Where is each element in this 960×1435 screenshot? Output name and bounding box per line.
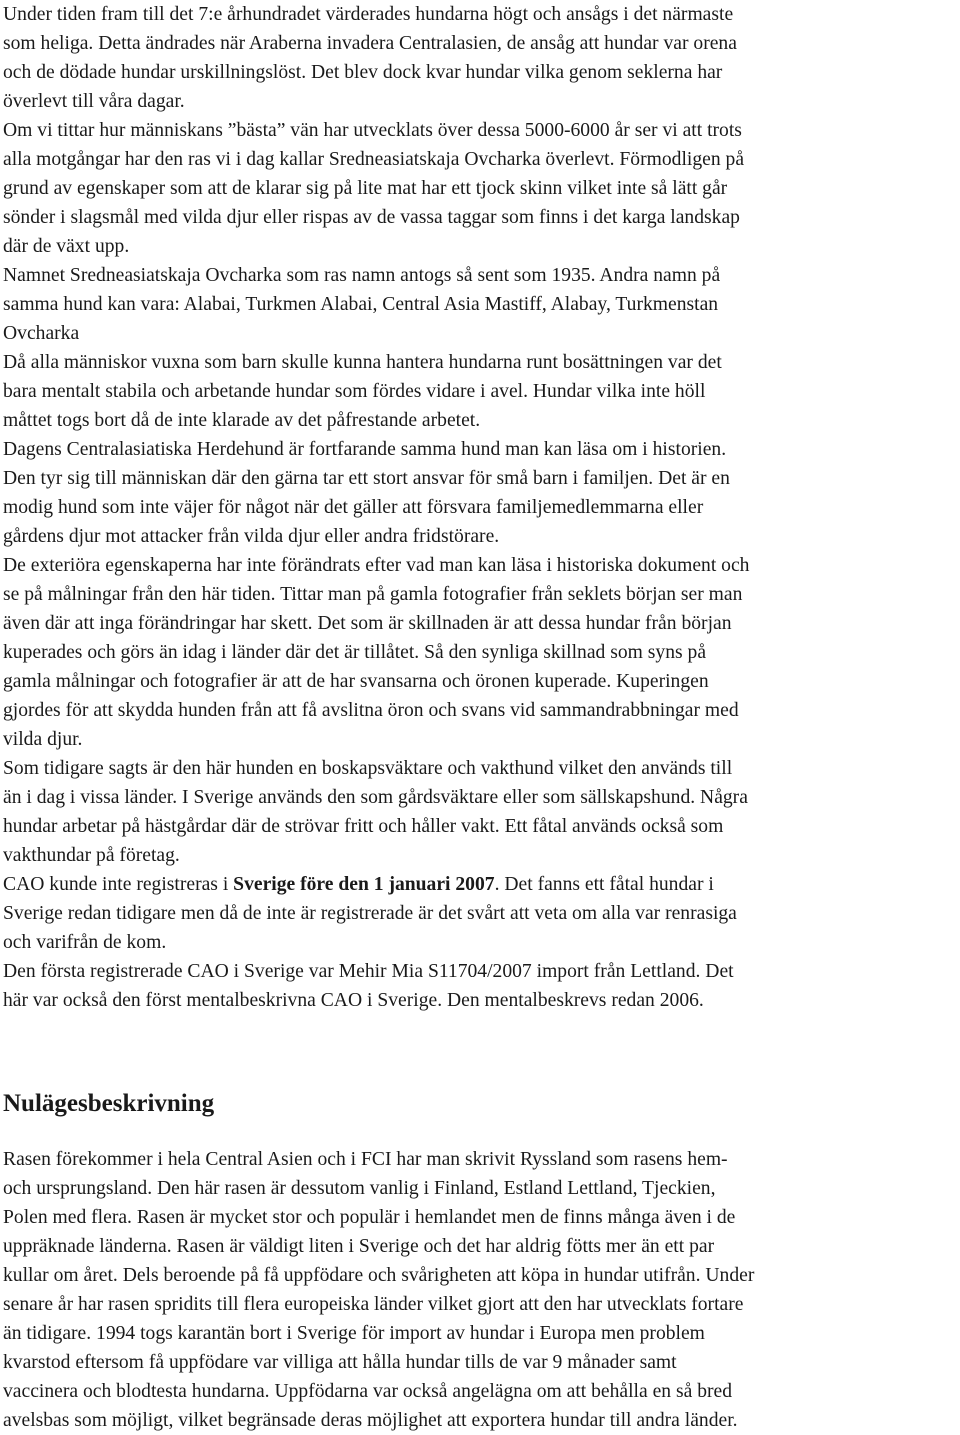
text-line: avelsbas som möjligt, vilket begränsade deras möjlighet att exportera hundar till andra länder.	[3, 1410, 738, 1431]
text-line: och varifrån de kom.	[3, 932, 167, 953]
text-line: och de dödade hundar urskillningslöst. Det blev dock kvar hundar vilka genom seklerna har	[3, 62, 723, 83]
text-line: samma hund kan vara: Alabai, Turkmen Alabai, Central Asia Mastiff, Alabay, Turkmenstan	[3, 294, 719, 315]
document-page	[3, 0, 958, 1435]
text-line: gårdens djur mot attacker från vilda djur eller andra fridstörare.	[3, 526, 500, 547]
text-line: grund av egenskaper som att de klarar sig på lite mat har ett tjock skinn vilket inte så lätt går	[3, 178, 728, 199]
text-line: här var också den först mentalbeskrivna CAO i Sverige. Den mentalbeskrevs redan 2006.	[3, 990, 704, 1011]
text-line: vakthundar på företag.	[3, 845, 180, 866]
text-line: hundar arbetar på hästgårdar där de strövar fritt och håller vakt. Ett fåtal används också som	[3, 816, 724, 837]
text-line: alla motgångar har den ras vi i dag kallar Sredneasiatskaja Ovcharka överlevt. Förmodligen på	[3, 149, 745, 170]
text-line: kvarstod eftersom få uppfödare var villiga att hålla hundar tills de var 9 månader samt	[3, 1352, 677, 1373]
text-line: Om vi tittar hur människans ”bästa” vän har utvecklats över dessa 5000-6000 år ser vi att trots	[3, 120, 742, 141]
text-line: Den tyr sig till människan där den gärna tar ett stort ansvar för små barn i familjen. Det är en	[3, 468, 730, 489]
text-line: måttet togs bort då de inte klarade av det påfrestande arbetet.	[3, 410, 481, 431]
text-line: Då alla människor vuxna som barn skulle kunna hantera hundarna runt bosättningen var det	[3, 352, 722, 373]
current-status-section	[3, 1145, 958, 1435]
text-line: än i dag i vissa länder. I Sverige används den som gårdsväktare eller som sällskapshund. Några	[3, 787, 748, 808]
cao-registration-line	[3, 870, 958, 899]
text-line: bara mentalt stabila och arbetande hundar som fördes vidare i avel. Hundar vilka inte höll	[3, 381, 706, 402]
text-line: Som tidigare sagts är den här hunden en boskapsväktare och vakthund vilket den används till	[3, 758, 733, 779]
text-line: överlevt till våra dagar.	[3, 91, 185, 112]
text-line: Den första registrerade CAO i Sverige var Mehir Mia S11704/2007 import från Lettland. Det	[3, 961, 734, 982]
text-line: Sverige redan tidigare men då de inte är registrerade är det svårt att veta om alla var renrasiga	[3, 903, 737, 924]
text-line: Polen med flera. Rasen är mycket stor och populär i hemlandet men de finns många även i de	[3, 1207, 736, 1228]
text-line: Under tiden fram till det 7:e århundradet värderades hundarna högt och ansågs i det närmaste	[3, 4, 734, 25]
heading-spacer	[3, 1121, 958, 1145]
history-section	[3, 0, 958, 1015]
text-line: som heliga. Detta ändrades när Araberna invadera Centralasien, de ansåg att hundar var orena	[3, 33, 737, 54]
text-line: De exteriöra egenskaperna har inte förändrats efter vad man kan läsa i historiska dokument och	[3, 555, 750, 576]
text-line: där de växt upp.	[3, 236, 130, 257]
text-line: kullar om året. Dels beroende på få uppfödare och svårigheten att köpa in hundar utifrån. Under	[3, 1265, 755, 1286]
cao-date-bold: Sverige före den 1 januari 2007	[233, 874, 495, 895]
cao-post-text: . Det fanns ett fåtal hundar i	[494, 874, 714, 895]
section-spacer	[3, 1015, 958, 1067]
text-line: senare år har rasen spridits till flera europeiska länder vilket gjort att den har utvecklats fortare	[3, 1294, 744, 1315]
text-line: gjordes för att skydda hunden från att få avslitna öron och svans vid sammandrabbningar med	[3, 700, 739, 721]
text-line: gamla målningar och fotografier är att de har svansarna och öronen kuperade. Kuperingen	[3, 671, 709, 692]
text-line: Dagens Centralasiatiska Herdehund är fortfarande samma hund man kan läsa om i historien.	[3, 439, 727, 460]
text-line: Rasen förekommer i hela Central Asien och i FCI har man skrivit Ryssland som rasens hem-	[3, 1149, 728, 1170]
text-line: kuperades och görs än idag i länder där det är tillåtet. Så den synliga skillnad som syns på	[3, 642, 707, 663]
text-line: även där att inga förändringar har skett. Det som är skillnaden är att dessa hundar från början	[3, 613, 732, 634]
text-line: än tidigare. 1994 togs karantän bort i Sverige för import av hundar i Europa men problem	[3, 1323, 705, 1344]
text-line: uppräknade länderna. Rasen är väldigt liten i Sverige och det har aldrig fötts mer än ett par	[3, 1236, 715, 1257]
text-line: modig hund som inte väjer för något när det gäller att försvara familjemedlemmarna eller	[3, 497, 704, 518]
text-line: Namnet Sredneasiatskaja Ovcharka som ras namn antogs så sent som 1935. Andra namn på	[3, 265, 721, 286]
section-heading: Nulägesbeskrivning	[3, 1090, 215, 1117]
text-line: Ovcharka	[3, 323, 80, 344]
text-line: och ursprungsland. Den här rasen är dessutom vanlig i Finland, Estland Lettland, Tjeckien,	[3, 1178, 716, 1199]
text-line: sönder i slagsmål med vilda djur eller rispas av de vassa taggar som finns i det karga landskap	[3, 207, 740, 228]
cao-pre-text: CAO kunde inte registreras i	[3, 874, 234, 895]
text-line: se på målningar från den här tiden. Tittar man på gamla fotografier från seklets början ser man	[3, 584, 743, 605]
text-line: vilda djur.	[3, 729, 83, 750]
text-line: vaccinera och blodtesta hundarna. Uppfödarna var också angelägna om att behålla en så bred	[3, 1381, 733, 1402]
